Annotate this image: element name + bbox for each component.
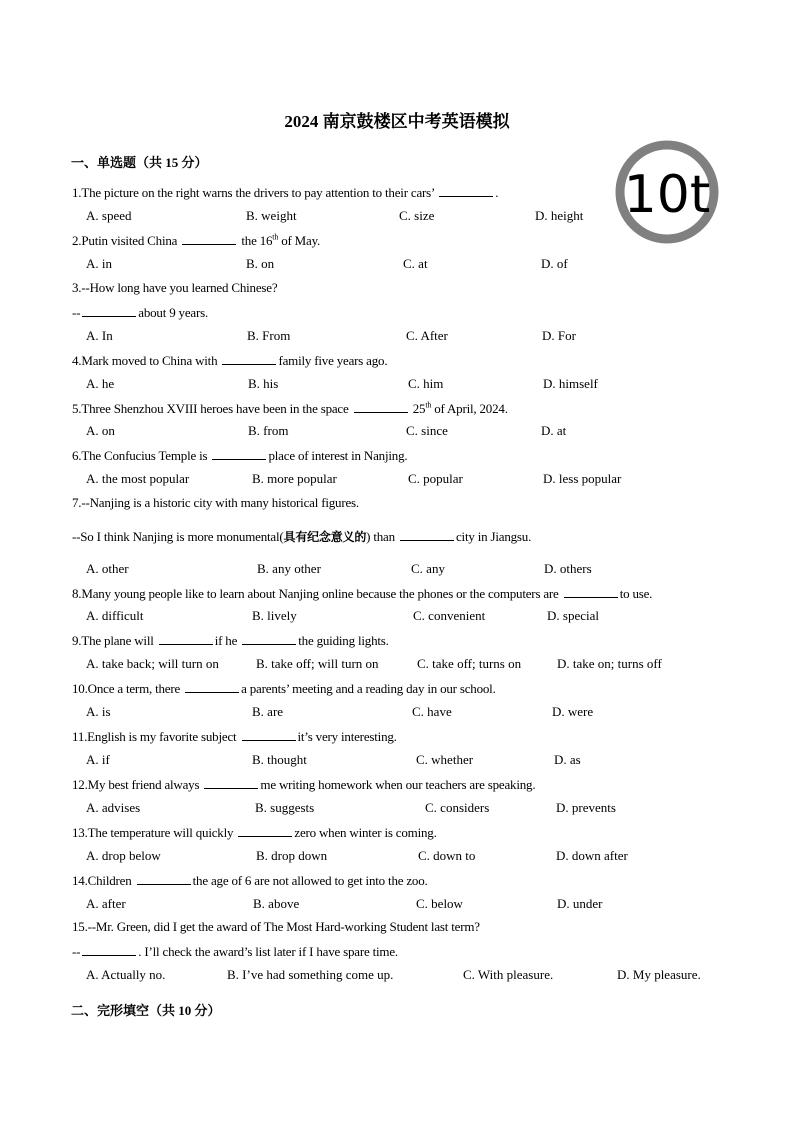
option-a[interactable]: A. Actually no. [86, 967, 166, 982]
answer-blank[interactable] [182, 232, 236, 245]
question-15: 15.--Mr. Green, did I get the award of The Most Hard-working Student last term? [72, 919, 480, 934]
option-d[interactable]: D. as [554, 752, 581, 767]
option-d[interactable]: D. For [542, 328, 576, 343]
option-a[interactable]: A. is [86, 704, 111, 719]
question-8: 8.Many young people like to learn about Nanjing online because the phones or the computers are to use. [72, 586, 653, 601]
option-c[interactable]: C. any [411, 561, 445, 576]
option-d[interactable]: D. height [535, 208, 584, 223]
option-a[interactable]: A. take back; will turn on [86, 656, 219, 671]
option-b[interactable]: B. any other [257, 561, 321, 576]
answer-blank[interactable] [185, 680, 239, 693]
option-b[interactable]: B. from [248, 423, 289, 438]
option-c[interactable]: C. take off; turns on [417, 656, 522, 671]
answer-blank[interactable] [212, 447, 266, 460]
option-a[interactable]: A. he [86, 376, 115, 391]
option-c[interactable]: C. size [399, 208, 435, 223]
option-a[interactable]: A. other [86, 561, 129, 576]
sign-text: 10t [623, 165, 711, 225]
option-d[interactable]: D. special [547, 608, 599, 623]
section-heading-single-choice: 一、单选题（共 15 分） [71, 155, 208, 170]
answer-blank[interactable] [137, 872, 191, 885]
question-3-reply: -- about 9 years. [72, 305, 209, 320]
question-6: 6.The Confucius Temple is place of interest in Nanjing. [72, 448, 408, 463]
option-d[interactable]: D. take on; turns off [557, 656, 662, 671]
option-d[interactable]: D. himself [543, 376, 598, 391]
answer-blank[interactable] [82, 943, 136, 956]
option-d[interactable]: D. of [541, 256, 568, 271]
answer-blank[interactable] [564, 585, 618, 598]
option-a[interactable]: A. advises [86, 800, 141, 815]
option-c[interactable]: C. have [412, 704, 452, 719]
answer-blank[interactable] [82, 304, 136, 317]
option-c[interactable]: C. since [406, 423, 448, 438]
option-c[interactable]: C. him [408, 376, 444, 391]
option-b[interactable]: B. take off; will turn on [256, 656, 379, 671]
question-7-reply: --So I think Nanjing is more monumental(具有纪念意义的) than city in Jiangsu. [72, 529, 532, 544]
question-12: 12.My best friend always me writing homework when our teachers are speaking. [72, 777, 536, 792]
question-14: 14.Children the age of 6 are not allowed to get into the zoo. [72, 873, 428, 888]
section-heading-cloze: 二、完形填空（共 10 分） [71, 1003, 221, 1018]
option-b[interactable]: B. above [253, 896, 300, 911]
answer-blank[interactable] [242, 728, 296, 741]
option-c[interactable]: C. considers [425, 800, 490, 815]
option-a[interactable]: A. on [86, 423, 115, 438]
option-a[interactable]: A. if [86, 752, 110, 767]
option-a[interactable]: A. the most popular [86, 471, 190, 486]
option-d[interactable]: D. prevents [556, 800, 616, 815]
answer-blank[interactable] [159, 632, 213, 645]
answer-blank[interactable] [238, 824, 292, 837]
option-a[interactable]: A. speed [86, 208, 132, 223]
page-title: 2024 南京鼓楼区中考英语模拟 [284, 112, 510, 131]
option-b[interactable]: B. drop down [256, 848, 328, 863]
question-3: 3.--How long have you learned Chinese? [72, 280, 278, 295]
question-2: 2.Putin visited China the 16th of May. [72, 232, 321, 248]
weight-limit-sign-icon [614, 139, 720, 245]
option-b[interactable]: B. From [247, 328, 291, 343]
option-b[interactable]: B. suggests [255, 800, 315, 815]
question-9: 9.The plane will if he the guiding lights. [72, 633, 389, 648]
option-a[interactable]: A. drop below [86, 848, 161, 863]
question-10: 10.Once a term, there a parents’ meeting and a reading day in our school. [72, 681, 496, 696]
question-7: 7.--Nanjing is a historic city with many historical figures. [72, 495, 359, 510]
option-b[interactable]: B. on [246, 256, 275, 271]
option-b[interactable]: B. thought [252, 752, 307, 767]
option-b[interactable]: B. more popular [252, 471, 337, 486]
option-d[interactable]: D. under [557, 896, 603, 911]
option-c[interactable]: C. With pleasure. [463, 967, 554, 982]
question-15-reply: -- . I’ll check the award’s list later if I have spare time. [72, 944, 398, 959]
answer-blank[interactable] [354, 400, 408, 413]
option-b[interactable]: B. I’ve had something come up. [227, 967, 394, 982]
option-b[interactable]: B. weight [246, 208, 297, 223]
option-d[interactable]: D. My pleasure. [617, 967, 701, 982]
option-c[interactable]: C. convenient [413, 608, 486, 623]
option-c[interactable]: C. down to [418, 848, 476, 863]
option-a[interactable]: A. in [86, 256, 112, 271]
question-13: 13.The temperature will quickly zero when winter is coming. [72, 825, 437, 840]
option-d[interactable]: D. less popular [543, 471, 622, 486]
question-1: 1.The picture on the right warns the drivers to pay attention to their cars’ . [72, 185, 499, 200]
question-5: 5.Three Shenzhou XVIII heroes have been in the space 25th of April, 2024. [72, 400, 508, 416]
answer-blank[interactable] [222, 352, 276, 365]
answer-blank[interactable] [400, 528, 454, 541]
option-a[interactable]: A. difficult [86, 608, 144, 623]
option-d[interactable]: D. down after [556, 848, 628, 863]
option-a[interactable]: A. after [86, 896, 126, 911]
option-b[interactable]: B. lively [252, 608, 297, 623]
option-d[interactable]: D. at [541, 423, 567, 438]
option-c[interactable]: C. at [403, 256, 428, 271]
option-b[interactable]: B. his [248, 376, 279, 391]
option-b[interactable]: B. are [252, 704, 284, 719]
option-a[interactable]: A. In [86, 328, 113, 343]
answer-blank[interactable] [204, 776, 258, 789]
option-c[interactable]: C. below [416, 896, 463, 911]
option-c[interactable]: C. popular [408, 471, 463, 486]
question-4: 4.Mark moved to China with family five years ago. [72, 353, 388, 368]
option-d[interactable]: D. were [552, 704, 594, 719]
option-d[interactable]: D. others [544, 561, 592, 576]
question-11: 11.English is my favorite subject it’s very interesting. [72, 729, 397, 744]
option-c[interactable]: C. whether [416, 752, 474, 767]
option-c[interactable]: C. After [406, 328, 448, 343]
answer-blank[interactable] [242, 632, 296, 645]
answer-blank[interactable] [439, 184, 493, 197]
